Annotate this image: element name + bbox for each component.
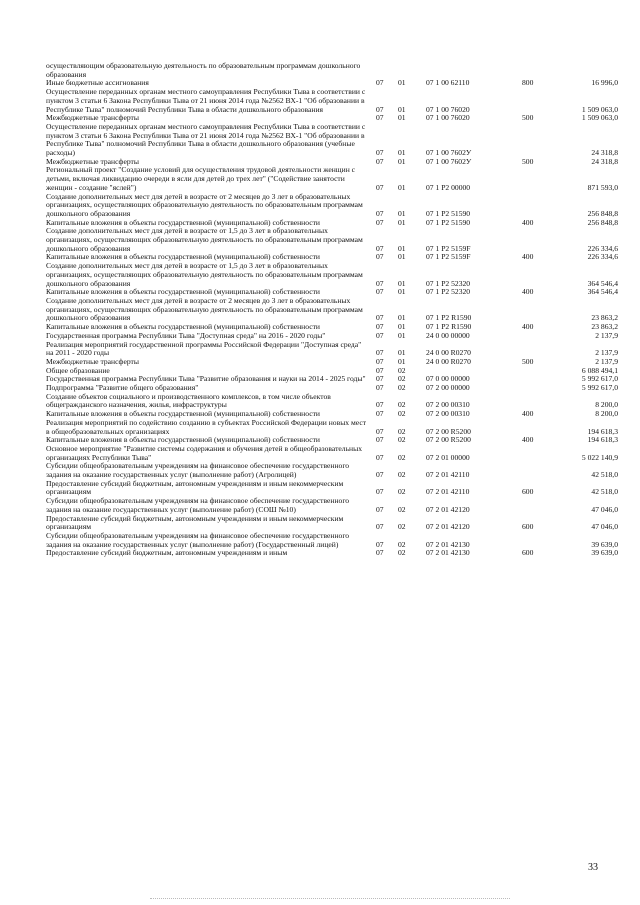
table-row (46, 193, 618, 219)
row-amount: 1 509 063,0 (581, 113, 618, 123)
row-amount: 24 318,8 (591, 148, 618, 158)
row-expense-type: 600 (522, 522, 534, 532)
row-subsection: 02 (398, 400, 406, 410)
row-section: 07 (376, 348, 384, 358)
row-amount: 2 137,9 (595, 356, 618, 366)
row-expense-type (522, 193, 556, 219)
table-row (46, 497, 618, 514)
row-amount: 364 546,4 (587, 278, 618, 288)
row-name: Основное мероприятие "Развитие системы содержания и обучения детей в общеобразовательных организациях Республики Тыва" (46, 443, 363, 462)
row-amount: 47 046,0 (591, 522, 618, 532)
row-subsection: 01 (398, 356, 406, 366)
table-row (46, 419, 618, 436)
row-expense-type (522, 166, 556, 192)
row-amount: 871 593,0 (587, 182, 618, 192)
row-section: 07 (376, 374, 384, 384)
row-section: 07 (376, 548, 384, 558)
row-subsection: 02 (398, 522, 406, 532)
row-section: 07 (376, 487, 384, 497)
row-name: Создание дополнительных мест для детей в возрасте от 1,5 до 3 лет в образовательных организациях, осуществляющих образовательную деятельность по образовательным программам дошкольного образования (46, 261, 363, 288)
row-amount: 2 137,9 (595, 330, 618, 340)
row-subsection: 02 (398, 548, 406, 558)
row-section: 07 (376, 313, 384, 323)
row-section: 07 (376, 522, 384, 532)
row-name: Предоставление субсидий бюджетным, автономным учреждениям и иным некоммерческим организациям (46, 513, 344, 532)
row-subsection: 02 (398, 426, 406, 436)
row-subsection: 01 (398, 156, 406, 166)
row-name: Иные бюджетные ассигнования (46, 78, 149, 88)
row-target-article: 24 0 00 R0270 (426, 348, 471, 358)
row-name: Создание дополнительных мест для детей в возрасте от 2 месяцев до 3 лет в образовательных организациях, осуществляющих образовательную деятельность по образовательным программам дошкольного образования (46, 191, 363, 218)
row-subsection: 02 (398, 539, 406, 549)
row-section: 07 (376, 426, 384, 436)
row-name: Государственная программа Республики Тыва "Доступная среда" на 2016 - 2020 годы" (46, 330, 326, 340)
row-name: Региональный проект "Создание условий для осуществления трудовой деятельности женщин с детьми, включая ликвидацию очереди в ясли для детей до трех лет" ("Содействие занятости женщин - создание "яслей") (46, 165, 356, 192)
row-subsection: 01 (398, 287, 406, 297)
row-subsection: 01 (398, 148, 406, 158)
row-target-article: 07 2 01 42130 (426, 539, 470, 549)
row-expense-type: 500 (522, 156, 534, 166)
row-expense-type (522, 367, 556, 376)
row-amount: 194 618,3 (587, 435, 618, 445)
row-target-article: 07 1 00 7602У (426, 148, 472, 158)
footer-scan-marks (150, 898, 510, 903)
row-expense-type (522, 419, 556, 436)
table-row (46, 62, 618, 79)
row-subsection: 01 (398, 104, 406, 114)
row-subsection: 01 (398, 322, 406, 332)
table-row (46, 515, 618, 532)
table-row (46, 341, 618, 358)
row-section: 07 (376, 156, 384, 166)
row-expense-type (522, 297, 556, 323)
row-expense-type: 500 (522, 113, 534, 123)
row-subsection: 02 (398, 504, 406, 514)
row-amount: 39 639,0 (591, 539, 618, 549)
row-subsection: 01 (398, 243, 406, 253)
row-amount: 364 546,4 (587, 287, 618, 297)
row-name: Предоставление субсидий бюджетным, автономным учреждениям и иным (46, 548, 288, 558)
row-amount: 2 137,9 (595, 348, 618, 358)
table-row (46, 262, 618, 288)
row-section: 07 (376, 409, 384, 419)
row-amount: 6 088 494,1 (581, 365, 618, 375)
row-amount: 24 318,8 (591, 156, 618, 166)
row-section: 07 (376, 504, 384, 514)
row-section: 07 (376, 365, 384, 375)
row-section: 07 (376, 217, 384, 227)
row-name: Осуществление переданных органам местного самоуправления Республики Тыва в соответствии с пунктом 3 статьи 6 Закона Республики Тыва от 21 июня 2014 года №2562 ВХ-1 "Об образовании в Республике Тыва" полномочий Республики Тыва в области дошкольного образования (46, 87, 366, 114)
row-target-article: 07 1 P2 5159F (426, 243, 471, 253)
row-name: Создание объектов социального и производственного комплексов, в том числе объектов общегражданского назначения, жилья, инфраструктуры (46, 391, 331, 410)
row-expense-type (522, 332, 556, 341)
table-row (46, 123, 618, 158)
row-target-article: 07 1 P2 52320 (426, 278, 471, 288)
row-target-article: 07 2 00 00000 (426, 383, 470, 393)
row-target-article: 07 1 00 76020 (426, 104, 470, 114)
table-row (46, 297, 618, 323)
row-section: 07 (376, 243, 384, 253)
row-target-article: 07 2 01 42120 (426, 522, 470, 532)
row-expense-type (522, 341, 556, 358)
row-name: осуществляющим образовательную деятельность по образовательным программам дошкольного образования (46, 61, 361, 79)
row-section: 07 (376, 383, 384, 393)
row-target-article: 07 1 P2 51590 (426, 208, 471, 218)
row-section: 07 (376, 470, 384, 480)
row-expense-type (522, 462, 556, 479)
row-expense-type: 400 (522, 252, 534, 262)
row-section: 07 (376, 278, 384, 288)
row-amount: 42 518,0 (591, 470, 618, 480)
row-subsection: 01 (398, 113, 406, 123)
row-target-article: 07 2 01 42130 (426, 548, 470, 558)
row-target-article: 07 1 00 7602У (426, 156, 472, 166)
row-subsection: 02 (398, 435, 406, 445)
row-name: Межбюджетные трансферты (46, 356, 139, 366)
row-target-article: 07 2 01 42110 (426, 487, 470, 497)
table-row (46, 480, 618, 497)
row-name: Капитальные вложения в объекты государственной (муниципальной) собственности (46, 217, 320, 227)
row-amount (556, 62, 618, 79)
table-row (46, 227, 618, 253)
row-target-article: 07 2 01 42120 (426, 504, 470, 514)
row-amount: 23 863,2 (591, 313, 618, 323)
table-row (46, 88, 618, 114)
row-name: Капитальные вложения в объекты государственной (муниципальной) собственности (46, 435, 320, 445)
row-section (376, 62, 398, 79)
row-subsection: 02 (398, 409, 406, 419)
row-subsection: 01 (398, 78, 406, 88)
row-amount: 226 334,6 (587, 252, 618, 262)
row-section: 07 (376, 208, 384, 218)
row-target-article (420, 62, 522, 79)
row-amount: 39 639,0 (591, 548, 618, 558)
row-expense-type: 500 (522, 356, 534, 366)
row-amount: 5 992 617,0 (581, 374, 618, 384)
row-subsection: 01 (398, 217, 406, 227)
row-name: Межбюджетные трансферты (46, 156, 139, 166)
row-section: 07 (376, 330, 384, 340)
row-amount: 256 848,8 (587, 208, 618, 218)
row-expense-type: 400 (522, 435, 534, 445)
row-target-article: 07 2 00 00310 (426, 409, 470, 419)
row-section: 07 (376, 452, 384, 462)
row-amount: 8 200,0 (595, 409, 618, 419)
row-name: Создание дополнительных мест для детей в возрасте от 1,5 до 3 лет в образовательных организациях, осуществляющих образовательную деятельность по образовательным программам дошкольного образования (46, 226, 363, 253)
row-expense-type (522, 375, 556, 384)
row-target-article: 07 1 P2 00000 (426, 182, 471, 192)
row-target-article: 07 2 01 42110 (426, 470, 470, 480)
row-expense-type (522, 262, 556, 288)
row-expense-type (522, 62, 556, 79)
row-expense-type (522, 393, 556, 410)
row-subsection: 01 (398, 348, 406, 358)
row-subsection: 01 (398, 208, 406, 218)
row-subsection: 01 (398, 313, 406, 323)
row-expense-type (522, 227, 556, 253)
row-name: Подпрограмма "Развитие общего образования" (46, 383, 199, 393)
row-name: Создание дополнительных мест для детей в возрасте от 2 месяцев до 3 лет в образовательных организациях, осуществляющих образовательную деятельность по образовательным программам дошкольного образования (46, 295, 363, 323)
row-expense-type (522, 88, 556, 114)
row-name: Капитальные вложения в объекты государственной (муниципальной) собственности (46, 409, 320, 419)
row-name: Капитальные вложения в объекты государственной (муниципальной) собственности (46, 252, 320, 262)
row-target-article: 07 1 P2 R1590 (426, 322, 472, 332)
row-name: Реализация мероприятий по содействию созданию в субъектах Российской Федерации новых мест в общеобразовательных организациях (46, 417, 367, 436)
row-section: 07 (376, 104, 384, 114)
row-target-article: 07 1 P2 51590 (426, 217, 471, 227)
row-name: Капитальные вложения в объекты государственной (муниципальной) собственности (46, 322, 320, 332)
row-section: 07 (376, 78, 384, 88)
row-expense-type: 400 (522, 287, 534, 297)
table-row (46, 166, 618, 192)
row-amount: 8 200,0 (595, 400, 618, 410)
row-expense-type: 400 (522, 409, 534, 419)
row-subsection: 01 (398, 182, 406, 192)
row-subsection: 01 (398, 278, 406, 288)
table-row (46, 549, 618, 558)
row-amount: 1 509 063,0 (581, 104, 618, 114)
page-number: 33 (588, 862, 598, 873)
row-name: Общее образование (46, 365, 110, 375)
row-subsection: 02 (398, 487, 406, 497)
row-target-article: 07 0 00 00000 (426, 374, 470, 384)
row-name: Субсидии общеобразовательным учреждениям на финансовое обеспечение государственного задания на оказание государственных услуг (выполнение работ) (Государственный лицей) (46, 530, 350, 549)
row-expense-type: 400 (522, 217, 534, 227)
budget-table-body (46, 62, 618, 558)
row-amount: 42 518,0 (591, 487, 618, 497)
row-expense-type (522, 497, 556, 514)
row-target-article: 24 0 00 00000 (426, 330, 470, 340)
row-expense-type: 600 (522, 487, 534, 497)
row-name: Межбюджетные трансферты (46, 113, 139, 123)
row-amount: 47 046,0 (591, 504, 618, 514)
row-expense-type (522, 445, 556, 462)
row-section: 07 (376, 252, 384, 262)
row-expense-type: 800 (522, 78, 534, 88)
row-target-article: 07 1 00 76020 (426, 113, 470, 123)
row-subsection: 02 (398, 365, 406, 375)
row-section: 07 (376, 148, 384, 158)
table-row (46, 445, 618, 462)
row-target-article: 07 2 00 00310 (426, 400, 470, 410)
row-section: 07 (376, 539, 384, 549)
row-name: Предоставление субсидий бюджетным, автономным учреждениям и иным некоммерческим организациям (46, 478, 344, 497)
row-name: Государственная программа Республики Тыва "Развитие образования и науки на 2014 - 2025 годы" (46, 374, 366, 384)
row-subsection: 01 (398, 252, 406, 262)
table-row (46, 393, 618, 410)
table-row (46, 358, 618, 367)
row-target-article: 07 1 P2 52320 (426, 287, 471, 297)
row-expense-type: 400 (522, 322, 534, 332)
row-subsection: 01 (398, 330, 406, 340)
row-target-article: 07 1 00 62110 (426, 78, 470, 88)
row-expense-type (522, 532, 556, 549)
row-expense-type (522, 384, 556, 393)
row-section: 07 (376, 400, 384, 410)
row-amount: 23 863,2 (591, 322, 618, 332)
row-target-article: 07 2 00 R5200 (426, 426, 471, 436)
row-subsection: 02 (398, 452, 406, 462)
row-subsection: 02 (398, 374, 406, 384)
row-name: Капитальные вложения в объекты государственной (муниципальной) собственности (46, 287, 320, 297)
row-section: 07 (376, 287, 384, 297)
row-section: 07 (376, 322, 384, 332)
row-subsection: 02 (398, 470, 406, 480)
row-amount: 256 848,8 (587, 217, 618, 227)
row-amount: 226 334,6 (587, 243, 618, 253)
row-subsection: 02 (398, 383, 406, 393)
row-amount: 194 618,3 (587, 426, 618, 436)
table-row (46, 532, 618, 549)
row-section: 07 (376, 435, 384, 445)
row-name: Субсидии общеобразовательным учреждениям на финансовое обеспечение государственного задания на оказание государственных услуг (выполнение работ) (СОШ №10) (46, 496, 350, 514)
row-section: 07 (376, 182, 384, 192)
row-subsection (398, 62, 420, 79)
budget-table (46, 62, 618, 558)
row-expense-type (522, 123, 556, 158)
row-target-article: 07 1 P2 5159F (426, 252, 471, 262)
row-name: Реализация мероприятий государственной программы Российской Федерации "Доступная среда" на 2011 - 2020 годы (46, 339, 362, 358)
row-target-article: 07 1 P2 R1590 (426, 313, 472, 323)
row-name: Субсидии общеобразовательным учреждениям на финансовое обеспечение государственного задания на оказание государственных услуг (выполнение работ) (Агролицей) (46, 461, 350, 480)
row-amount: 16 996,0 (591, 78, 618, 88)
row-section: 07 (376, 356, 384, 366)
row-target-article: 24 0 00 R0270 (426, 356, 471, 366)
row-expense-type: 600 (522, 548, 534, 558)
row-amount: 5 992 617,0 (581, 383, 618, 393)
row-amount: 5 022 140,9 (581, 452, 618, 462)
row-target-article: 07 2 00 R5200 (426, 435, 471, 445)
row-name: Осуществление переданных органам местного самоуправления Республики Тыва в соответствии с пунктом 3 статьи 6 Закона Республики Тыва от 21 июня 2014 года №2562 ВХ-1 "Об образовании в Республике Тыва" полномочий Республики Тыва в области дошкольного образования (учебные расходы) (46, 121, 366, 158)
row-section: 07 (376, 113, 384, 123)
row-target-article: 07 2 01 00000 (426, 452, 470, 462)
table-row (46, 462, 618, 479)
